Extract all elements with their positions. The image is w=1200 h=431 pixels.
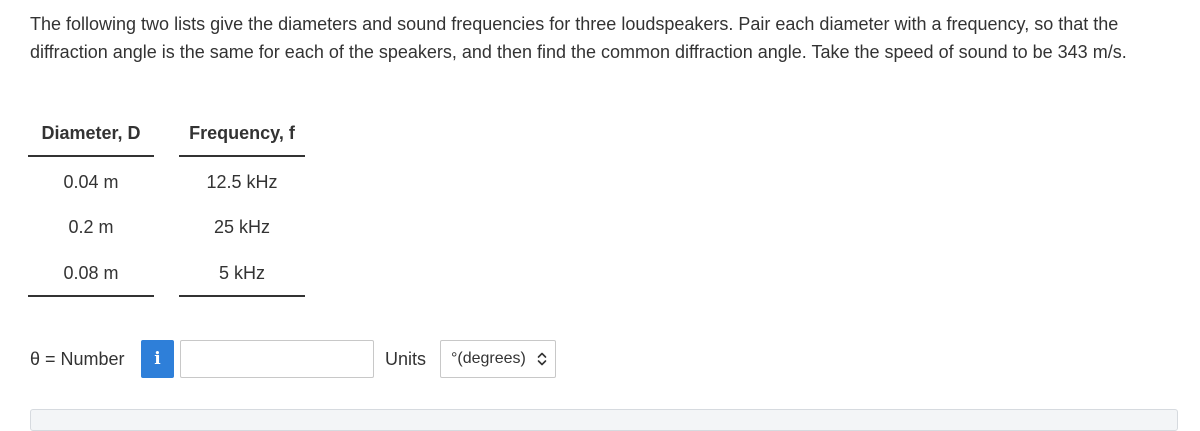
- frequency-header: Frequency, f: [189, 123, 295, 143]
- number-input[interactable]: [180, 340, 374, 378]
- units-selected-value: °(degrees): [451, 350, 526, 367]
- diameter-cell: 0.2 m: [68, 217, 114, 237]
- question-text: The following two lists give the diameters and sound frequencies for three loudspeakers. Pair each diameter with a frequency, so that the diffraction angle is the same for each of the speakers, and then find the common diffraction angle. Take the speed of sound to be 343 m/s.: [30, 14, 1127, 62]
- units-select[interactable]: [440, 340, 556, 378]
- answer-row: [30, 340, 1170, 380]
- theta-number-label: θ = Number: [30, 349, 125, 369]
- units-label: Units: [385, 349, 427, 369]
- diameter-cell: 0.08 m: [63, 263, 119, 283]
- table-bottom-divider: [179, 295, 305, 297]
- feedback-panel: [30, 409, 1178, 431]
- frequency-cell: 5 kHz: [218, 263, 265, 283]
- frequency-cell: 25 kHz: [213, 217, 271, 237]
- diameter-header: Diameter, D: [41, 123, 141, 143]
- chevron-updown-icon: [537, 350, 547, 368]
- frequency-cell: 12.5 kHz: [206, 172, 278, 192]
- header-divider: [28, 155, 154, 157]
- table-bottom-divider: [28, 295, 154, 297]
- info-icon[interactable]: i: [141, 340, 174, 378]
- header-divider: [179, 155, 305, 157]
- diameter-cell: 0.04 m: [63, 172, 119, 192]
